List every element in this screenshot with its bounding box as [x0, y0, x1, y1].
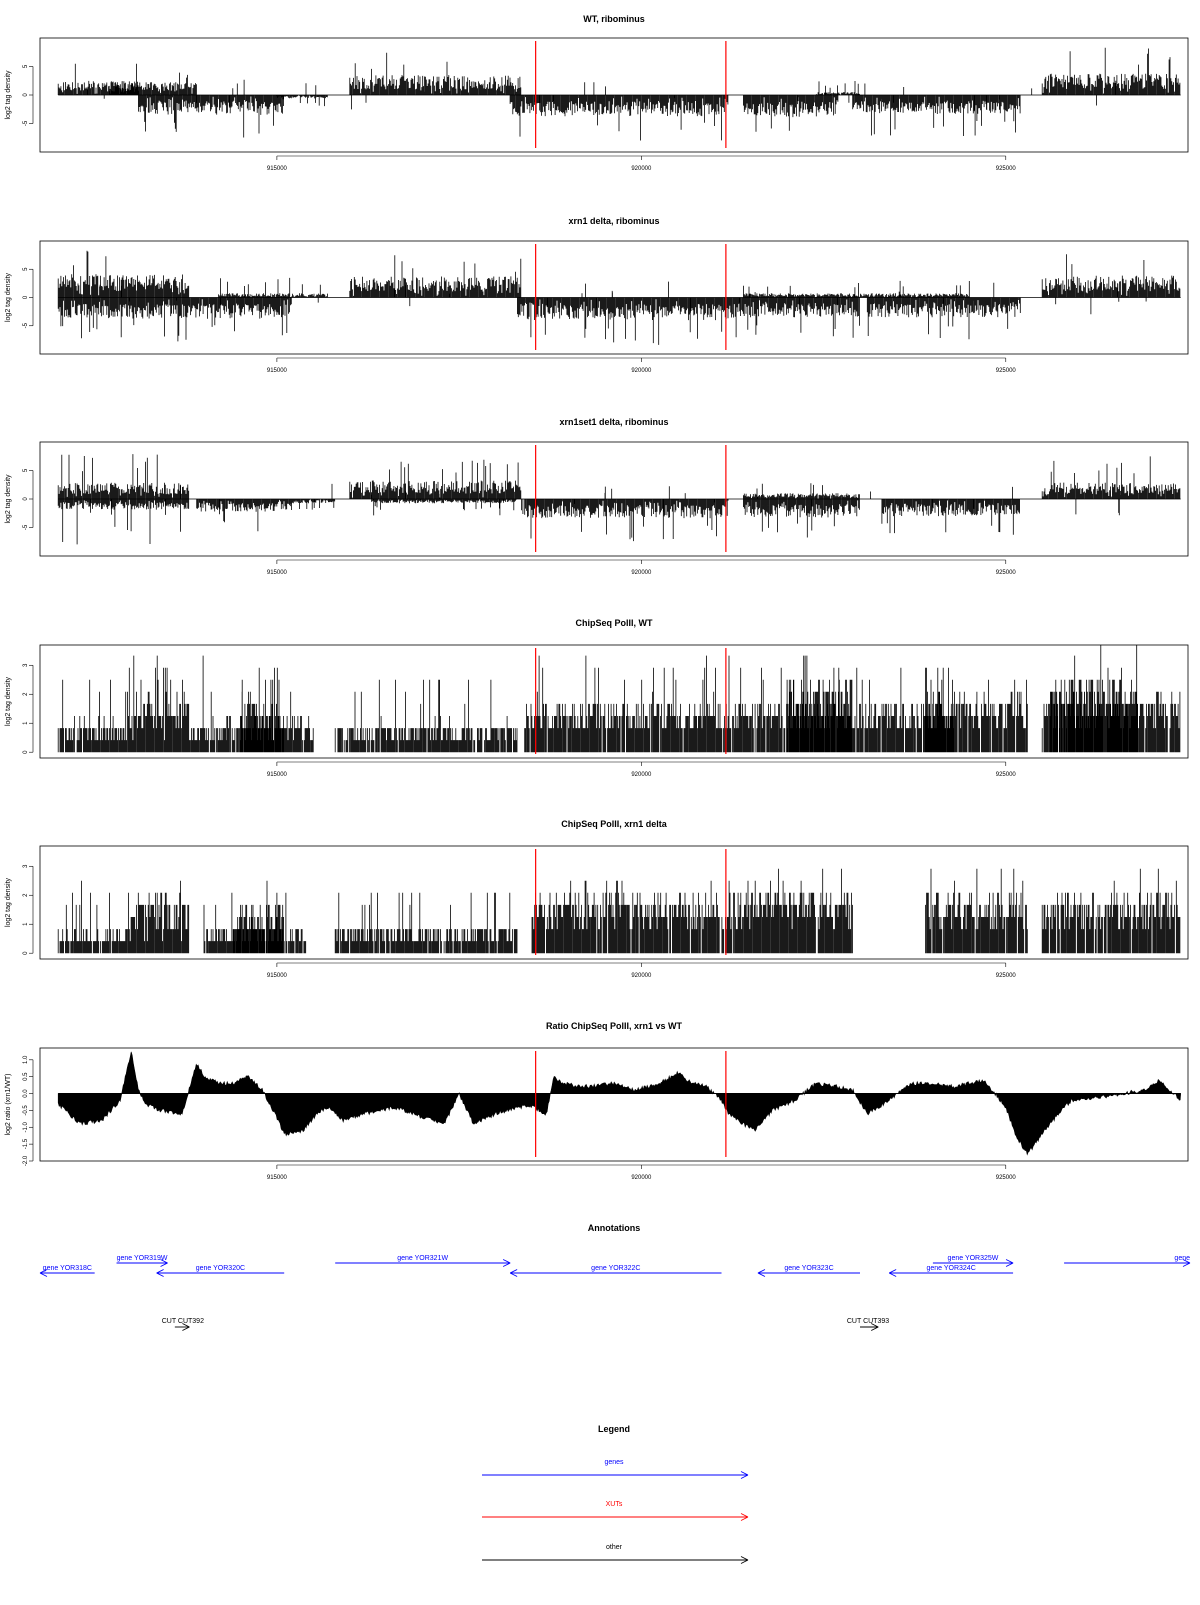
y-tick-label: 3 — [23, 864, 29, 868]
x-tick-label: 925000 — [995, 973, 1016, 979]
arrow-head — [510, 1273, 517, 1277]
data-series — [58, 1052, 1181, 1155]
y-axis-label: log2 tag density — [5, 474, 12, 524]
panel-title: Ratio ChipSeq PolII, xrn1 vs WT — [545, 1021, 683, 1031]
gene-label: gene YOR324C — [926, 1265, 976, 1272]
arrow-head — [503, 1263, 510, 1267]
panel-title: xrn1 delta, ribominus — [568, 216, 660, 226]
gene-label: gene YOR322C — [591, 1265, 641, 1272]
data-series — [58, 48, 1181, 141]
y-tick-label: 1.0 — [23, 1055, 29, 1064]
gene-label: gene YOR320C — [195, 1265, 246, 1272]
legend-arrow — [482, 1472, 748, 1479]
arrow-head — [157, 1273, 164, 1277]
x-tick-label: 920000 — [631, 772, 652, 778]
y-axis-label: log2 tag density — [5, 676, 12, 727]
cut-label: CUT CUT392 — [161, 1318, 204, 1325]
panel-3 — [5, 417, 1188, 576]
density-bars — [58, 48, 1180, 141]
x-tick-label: 925000 — [995, 1175, 1016, 1181]
y-tick-label: 0.0 — [23, 1089, 29, 1098]
y-tick-label: 2 — [23, 893, 29, 897]
y-axis-label: log2 ratio (xrn1/WT) — [5, 1073, 12, 1136]
gene-label: gene YOR321W — [397, 1255, 449, 1262]
arrow-head — [741, 1517, 748, 1521]
density-bars — [58, 869, 1180, 954]
legend-label: other — [606, 1544, 622, 1551]
panel-5 — [5, 819, 1188, 979]
arrow-head — [510, 1270, 517, 1274]
arrow-head — [758, 1270, 765, 1274]
x-tick-label: 915000 — [266, 1175, 287, 1181]
x-tick-label: 925000 — [995, 772, 1016, 778]
y-tick-label: 0 — [23, 951, 29, 955]
legend-label: genes — [604, 1459, 624, 1466]
legend-label: XUTs — [605, 1501, 623, 1508]
panel-title: ChipSeq PolII, xrn1 delta — [561, 819, 667, 829]
arrow-head — [758, 1273, 765, 1277]
gene-label: gene YOR319W — [116, 1255, 168, 1262]
panel-1 — [5, 14, 1188, 172]
x-tick-label: 915000 — [266, 166, 287, 172]
x-tick-label: 920000 — [631, 973, 652, 979]
y-tick-label: -5 — [23, 323, 29, 329]
x-tick-label: 915000 — [266, 570, 287, 576]
y-tick-label: 2 — [23, 692, 29, 696]
panel-title: ChipSeq PolII, WT — [575, 618, 653, 628]
y-tick-label: 0 — [23, 93, 29, 97]
annotations-title: Annotations — [587, 1223, 641, 1233]
data-series — [58, 251, 1181, 345]
y-tick-label: -0.5 — [23, 1105, 29, 1116]
arrow-head — [40, 1273, 47, 1277]
ratio-area — [58, 1052, 1181, 1155]
y-tick-label: -2.0 — [23, 1155, 29, 1167]
y-tick-label: 0 — [23, 497, 29, 501]
y-tick-label: 3 — [23, 663, 29, 667]
gene-arrow — [1064, 1260, 1190, 1267]
gene-label: gene YOR325W — [947, 1255, 999, 1262]
y-tick-label: 5 — [23, 64, 29, 69]
arrow-head — [161, 1263, 168, 1267]
arrow-head — [1006, 1263, 1013, 1267]
data-series — [58, 644, 1180, 753]
arrow-head — [741, 1514, 748, 1518]
arrow-head — [889, 1273, 896, 1277]
y-tick-label: -1.0 — [23, 1122, 29, 1133]
arrow-head — [503, 1260, 510, 1264]
x-tick-label: 915000 — [266, 368, 287, 374]
y-axis-label: log2 tag density — [5, 272, 12, 323]
arrow-head — [182, 1327, 189, 1331]
y-tick-label: 5 — [23, 267, 29, 271]
x-tick-label: 915000 — [266, 973, 287, 979]
panel-2 — [5, 216, 1188, 374]
x-tick-label: 920000 — [631, 368, 652, 374]
x-tick-label: 920000 — [631, 1175, 652, 1181]
legend-panel — [482, 1424, 748, 1564]
arrow-head — [871, 1327, 878, 1331]
arrow-head — [741, 1475, 748, 1479]
panel-title: xrn1set1 delta, ribominus — [559, 417, 669, 427]
arrow-head — [1006, 1260, 1013, 1264]
y-tick-label: 5 — [23, 468, 29, 473]
y-tick-label: -1.5 — [23, 1138, 29, 1150]
y-tick-label: 0 — [23, 295, 29, 300]
data-series — [58, 869, 1180, 954]
y-tick-label: 1 — [23, 922, 29, 926]
cut-label: CUT CUT393 — [846, 1318, 890, 1325]
y-tick-label: 0.5 — [23, 1072, 29, 1081]
y-tick-label: 1 — [23, 721, 29, 725]
x-tick-label: 925000 — [995, 368, 1016, 374]
x-tick-label: 925000 — [995, 570, 1016, 576]
y-tick-label: -5 — [23, 120, 29, 127]
legend-arrow — [482, 1514, 748, 1521]
arrow-head — [889, 1270, 896, 1274]
panel-4 — [5, 618, 1188, 778]
data-series — [58, 454, 1181, 544]
arrow-head — [741, 1560, 748, 1564]
legend-arrow — [482, 1557, 748, 1564]
gene-label: gene — [1174, 1255, 1190, 1262]
panel-title: WT, ribominus — [583, 14, 645, 24]
y-axis-label: log2 tag density — [5, 70, 12, 120]
y-tick-label: 0 — [23, 750, 29, 754]
annotations-panel — [40, 1223, 1190, 1331]
arrow-head — [741, 1472, 748, 1476]
gene-label: gene YOR323C — [784, 1265, 834, 1272]
panel-6 — [5, 1021, 1188, 1181]
x-tick-label: 920000 — [631, 570, 652, 576]
arrow-head — [157, 1270, 164, 1274]
x-tick-label: 915000 — [266, 772, 287, 778]
arrow-head — [741, 1557, 748, 1561]
gene-label: gene YOR318C — [42, 1265, 92, 1272]
x-tick-label: 925000 — [995, 166, 1016, 172]
arrow-head — [1183, 1263, 1190, 1267]
y-tick-label: -5 — [23, 524, 29, 531]
legend-title: Legend — [597, 1424, 631, 1434]
y-axis-label: log2 tag density — [5, 877, 12, 928]
x-tick-label: 920000 — [631, 166, 652, 172]
density-bars — [58, 644, 1180, 753]
